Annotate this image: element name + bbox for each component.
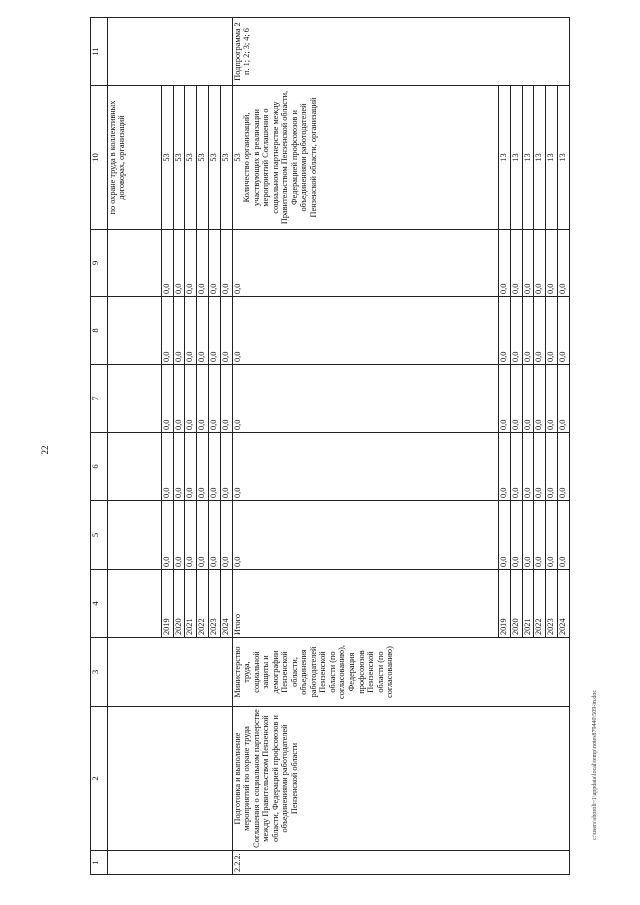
- header-col-2: 2: [91, 707, 108, 851]
- value-cell: 0,0: [510, 365, 522, 433]
- cont-col-11: [107, 18, 232, 86]
- value-cell: 0,0: [161, 230, 173, 297]
- value-cell: 0,0: [534, 365, 546, 433]
- cont-col-7: [107, 365, 161, 433]
- value-cell: 0,0: [510, 433, 522, 501]
- value-cell: 0,0: [173, 230, 185, 297]
- value-cell: 0,0: [197, 501, 209, 570]
- value-cell: 0,0: [173, 433, 185, 501]
- value-cell: 0,0: [197, 297, 209, 365]
- year-cell: 2020: [510, 570, 522, 638]
- continuation-row: [107, 18, 161, 875]
- value-cell: 0,0: [209, 433, 221, 501]
- value-cell: 0,0: [534, 297, 546, 365]
- table-frame: [90, 18, 570, 875]
- value-cell: 0,0: [534, 501, 546, 570]
- value-cell: 0,0: [546, 230, 558, 297]
- page-number: 22: [40, 445, 50, 455]
- cont-col-9: [107, 230, 161, 297]
- indicator-text-top: по охране труда в коллективных договорах, организаций: [107, 86, 161, 230]
- header-col-7: 7: [91, 365, 108, 433]
- value-cell: 0,0: [522, 365, 534, 433]
- value-cell: 0,0: [173, 501, 185, 570]
- indicator-value-cell: 53: [209, 86, 221, 230]
- value-cell: 0,0: [546, 297, 558, 365]
- header-col-11: 11: [91, 18, 108, 86]
- year-cell: 2024: [220, 570, 232, 638]
- value-cell: 0,0: [558, 433, 570, 501]
- cont-col-3: [107, 638, 232, 707]
- value-cell: 0,0: [558, 501, 570, 570]
- header-col-3: 3: [91, 638, 108, 707]
- value-cell: 0,0: [546, 433, 558, 501]
- indicator-value-cell: 13: [558, 86, 570, 230]
- value-cell: 0,0: [209, 501, 221, 570]
- value-cell: 0,0: [197, 230, 209, 297]
- value-cell: 0,0: [161, 365, 173, 433]
- value-cell: 0,0: [534, 433, 546, 501]
- value-cell: 0,0: [209, 297, 221, 365]
- indicator-value-cell: 13: [534, 86, 546, 230]
- indicator-value-cell: 53: [220, 86, 232, 230]
- value-cell: 0,0: [522, 501, 534, 570]
- year-cell: 2021: [185, 570, 197, 638]
- indicator-value-cell: 13: [510, 86, 522, 230]
- total-label: Итого: [232, 570, 498, 638]
- value-cell: 0,0: [522, 297, 534, 365]
- cont-col-2: [107, 707, 232, 851]
- item-number: 2.2.2.: [232, 851, 569, 875]
- total-indicator-value: 53: [232, 153, 242, 162]
- cont-col-1: [107, 851, 232, 875]
- year-cell: 2021: [522, 570, 534, 638]
- value-cell: 0,0: [499, 230, 511, 297]
- indicator-cell: [232, 86, 498, 230]
- indicator-value-cell: 53: [173, 86, 185, 230]
- value-cell: 0,0: [197, 433, 209, 501]
- cont-col-5: [107, 501, 161, 570]
- header-col-10: 10: [91, 86, 108, 230]
- value-cell: 0,0: [558, 297, 570, 365]
- value-cell: 0,0: [209, 365, 221, 433]
- value-cell: 0,0: [499, 433, 511, 501]
- value-cell: 0,0: [185, 365, 197, 433]
- indicator-value-cell: 53: [161, 86, 173, 230]
- value-cell: 0,0: [499, 365, 511, 433]
- year-cell: 2023: [209, 570, 221, 638]
- program-ref: Подпрограмма 2 п. 1; 2; 3; 4; 6: [232, 18, 569, 86]
- value-cell: 0,0: [220, 433, 232, 501]
- value-cell: 0,0: [185, 297, 197, 365]
- program-table: [90, 17, 570, 875]
- value-cell: 0,0: [534, 230, 546, 297]
- year-cell: 2022: [534, 570, 546, 638]
- year-cell: 2019: [161, 570, 173, 638]
- value-cell: 0,0: [558, 365, 570, 433]
- footer-path: c:\users\sboroli~1\appdata\local\temp\notes879440\509-in.doc: [592, 689, 598, 840]
- cont-col-6: [107, 433, 161, 501]
- value-cell: 0,0: [546, 365, 558, 433]
- value-cell: 0,0: [232, 230, 498, 297]
- header-col-8: 8: [91, 297, 108, 365]
- value-cell: 0,0: [185, 501, 197, 570]
- year-cell: 2022: [197, 570, 209, 638]
- value-cell: 0,0: [185, 433, 197, 501]
- value-cell: 0,0: [220, 365, 232, 433]
- value-cell: 0,0: [546, 501, 558, 570]
- value-cell: 0,0: [161, 297, 173, 365]
- value-cell: 0,0: [232, 433, 498, 501]
- value-cell: 0,0: [510, 501, 522, 570]
- value-cell: 0,0: [209, 230, 221, 297]
- indicator-value-cell: 53: [185, 86, 197, 230]
- value-cell: 0,0: [558, 230, 570, 297]
- indicator-value-cell: 53: [197, 86, 209, 230]
- indicator-value-cell: 13: [499, 86, 511, 230]
- value-cell: 0,0: [232, 365, 498, 433]
- value-cell: 0,0: [499, 297, 511, 365]
- value-cell: 0,0: [220, 501, 232, 570]
- indicator-value-cell: 13: [522, 86, 534, 230]
- value-cell: 0,0: [185, 230, 197, 297]
- year-cell: 2023: [546, 570, 558, 638]
- footer: [592, 689, 598, 842]
- value-cell: 0,0: [220, 297, 232, 365]
- header-col-4: 4: [91, 570, 108, 638]
- cont-col-4: [107, 570, 161, 638]
- indicator-value-cell: 13: [546, 86, 558, 230]
- item-name: Подготовка и выполнение мероприятий по охране труда Соглашения о социальном партнерстве между Правительством Пензенской области, Федерацией профсоюзов и объединениями работодателей Пензенской области: [232, 707, 569, 851]
- value-cell: 0,0: [220, 230, 232, 297]
- year-cell: 2024: [558, 570, 570, 638]
- item-executor: Министерство труда, социальной защиты и демографии Пензенской области, объединения работодателей Пензенской области (по согласованию), Федерация профсоюзов Пензенской области (по согласованию): [232, 638, 569, 707]
- value-cell: 0,0: [522, 230, 534, 297]
- year-cell: 2019: [499, 570, 511, 638]
- value-cell: 0,0: [510, 297, 522, 365]
- value-cell: 0,0: [173, 365, 185, 433]
- value-cell: 0,0: [161, 501, 173, 570]
- header-row: [91, 18, 108, 875]
- indicator-text: Количество организаций, участвующих в реализации мероприятий Соглашения о социальном партнерстве между Правительством Пензенской области, Федерацией профсоюзов и объединениями работодателей Пензенской области, организаций: [242, 90, 318, 225]
- value-cell: 0,0: [232, 501, 498, 570]
- header-col-1: 1: [91, 851, 108, 875]
- value-cell: 0,0: [197, 365, 209, 433]
- value-cell: 0,0: [232, 297, 498, 365]
- cont-col-8: [107, 297, 161, 365]
- value-cell: 0,0: [510, 230, 522, 297]
- header-col-9: 9: [91, 230, 108, 297]
- year-cell: 2020: [173, 570, 185, 638]
- header-col-5: 5: [91, 501, 108, 570]
- value-cell: 0,0: [173, 297, 185, 365]
- header-col-6: 6: [91, 433, 108, 501]
- item-total-row: [232, 18, 498, 875]
- value-cell: 0,0: [522, 433, 534, 501]
- value-cell: 0,0: [499, 501, 511, 570]
- value-cell: 0,0: [161, 433, 173, 501]
